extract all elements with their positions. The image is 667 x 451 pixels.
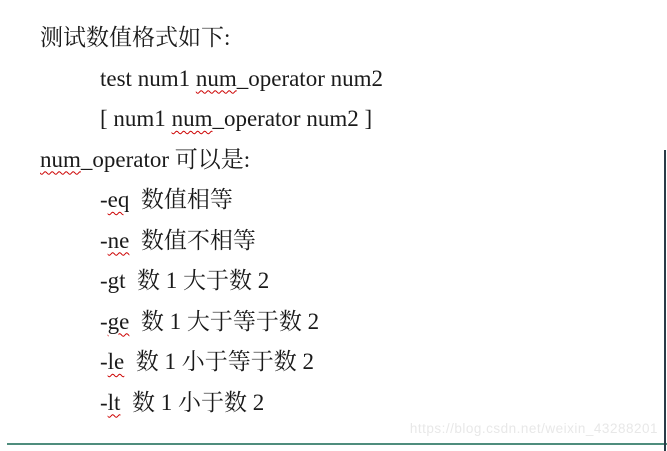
- misspelled-word: num: [171, 106, 213, 131]
- text-segment: 数 1 小于等于数 2: [124, 349, 315, 374]
- text-segment: -: [100, 187, 108, 212]
- misspelled-word: ge: [107, 308, 130, 334]
- text-segment: 数 1 大于等于数 2: [129, 308, 320, 334]
- text-line: [0, 180, 657, 221]
- text-segment: 测试数值格式如下:: [40, 25, 231, 50]
- misspelled-word: le: [107, 349, 125, 374]
- text-segment: -gt 数 1 大于数 2: [100, 268, 270, 293]
- misspelled-word: ne: [107, 227, 130, 253]
- page-bottom-border: [7, 443, 667, 445]
- misspelled-word: eq: [107, 187, 130, 212]
- text-line: [0, 221, 657, 262]
- page-right-border: [664, 150, 666, 451]
- text-segment: _operator 可以是:: [80, 146, 251, 172]
- text-line: [0, 383, 657, 424]
- text-line: [0, 342, 657, 383]
- text-segment: test num1: [100, 65, 196, 91]
- text-segment: 数 1 小于数 2: [120, 389, 265, 415]
- misspelled-word: num: [40, 146, 81, 172]
- text-line: [0, 302, 657, 343]
- text-line: [0, 18, 657, 59]
- watermark-url: https://blog.csdn.net/weixin_43288201: [409, 421, 658, 436]
- text-segment: 数值相等: [129, 187, 233, 212]
- text-segment: -: [100, 308, 108, 334]
- text-segment: -: [100, 227, 108, 253]
- text-segment: -: [100, 389, 108, 415]
- text-segment: -: [100, 349, 108, 374]
- misspelled-word: lt: [107, 389, 121, 415]
- text-segment: 数值不相等: [129, 227, 256, 253]
- text-line: [0, 261, 657, 302]
- text-segment: _operator num2: [236, 65, 383, 91]
- text-line: [0, 59, 657, 100]
- text-line: [0, 99, 657, 140]
- document-text-block: [0, 18, 657, 423]
- misspelled-word: num: [195, 65, 237, 91]
- text-segment: [ num1: [100, 106, 172, 131]
- text-line: [0, 140, 657, 181]
- text-segment: _operator num2 ]: [212, 106, 373, 131]
